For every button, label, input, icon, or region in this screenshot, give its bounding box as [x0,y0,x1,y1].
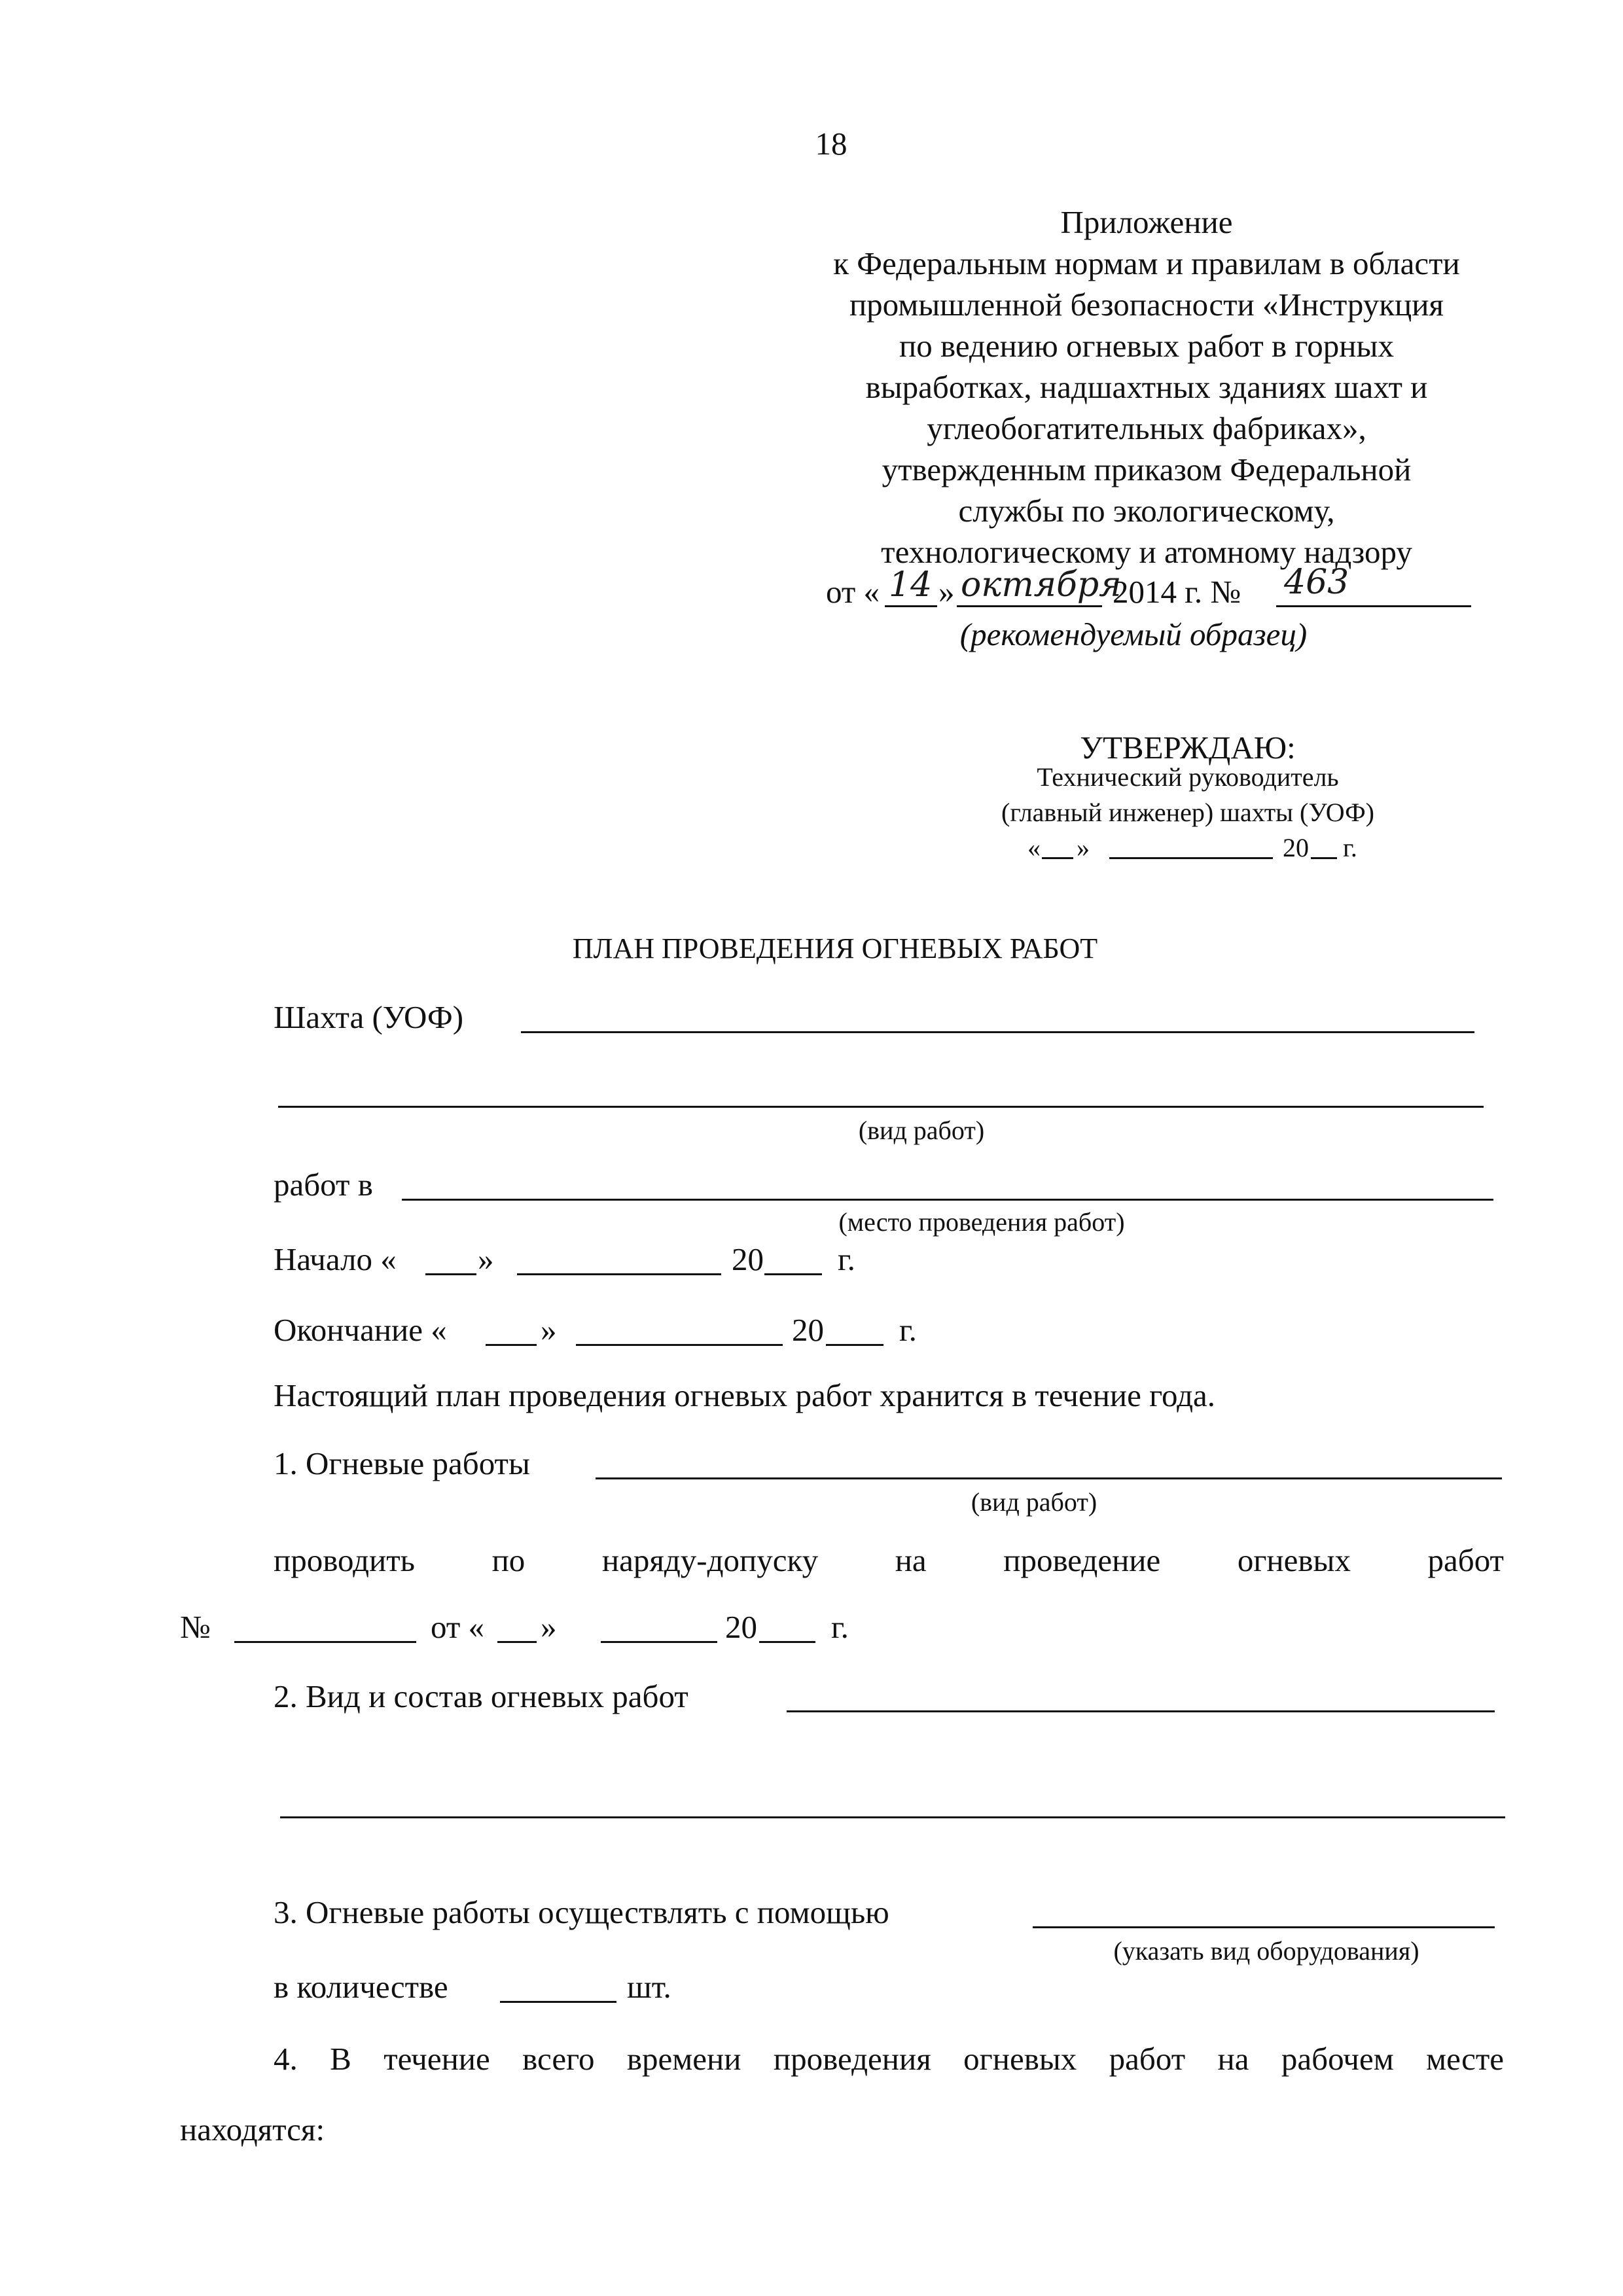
quantity-unit: шт. [627,1969,671,2005]
work-place-caption: (место проведения работ) [838,1207,1125,1237]
item1-word: по [491,1542,526,1578]
quantity-label: в количестве [274,1969,448,2005]
mine-label: Шахта (УОФ) [274,999,464,1035]
appendix-line: углеобогатительных фабриках», [927,410,1366,446]
end-month-field[interactable] [576,1344,783,1346]
permit-year-prefix: 20 [725,1609,757,1645]
permit-year-field[interactable] [759,1641,815,1643]
start-label: Начало « [274,1241,397,1277]
start-month-field[interactable] [517,1273,721,1275]
mine-field[interactable] [521,1031,1474,1033]
item1-label: 1. Огневые работы [274,1445,530,1481]
end-label: Окончание « [274,1312,447,1348]
start-quote-close: » [478,1241,494,1277]
start-year-field[interactable] [764,1273,822,1275]
item4-continuation: находятся: [180,2111,325,2147]
approval-year: 20 [1283,833,1309,862]
approval-year-blank [1311,857,1337,859]
sample-note: (рекомендуемый образец) [959,616,1308,652]
page-number: 18 [815,126,847,162]
work-type-field[interactable] [278,1106,1484,1108]
number-sign: № [180,1609,211,1645]
plan-heading: ПЛАН ПРОВЕДЕНИЯ ОГНЕВЫХ РАБОТ [572,932,1098,964]
start-year-prefix: 20 [732,1241,764,1277]
appendix-date-year: 2014 г. № [1113,574,1241,610]
appendix-line: службы по экологическому, [958,493,1335,529]
end-year-prefix: 20 [792,1312,824,1348]
approval-title: УТВЕРЖДАЮ: [1080,730,1296,766]
appendix-line: утвержденным приказом Федеральной [882,451,1412,487]
approval-month-blank [1109,857,1273,859]
approval-date-open: « [1027,833,1041,862]
handwritten-month: октября [961,565,1122,605]
permit-quote-close: » [541,1609,557,1645]
appendix-title: Приложение [1060,204,1233,240]
end-year-field[interactable] [826,1344,883,1346]
work-type-caption: (вид работ) [858,1116,985,1145]
item3-label: 3. Огневые работы осуществлять с помощью [274,1894,889,1930]
item1-continuation [274,1544,1504,1576]
appendix-line: к Федеральным нормам и правилам в области [833,245,1460,281]
approval-position-detail: (главный инженер) шахты (УОФ) [1001,798,1374,827]
item3-equipment-field[interactable] [1033,1926,1495,1928]
appendix-date-mid: » [938,574,955,610]
item1-word: наряду-допуску [601,1542,819,1578]
item2-field[interactable] [787,1710,1495,1712]
approval-day-blank [1042,857,1073,859]
item1-word: проведение [1003,1542,1161,1578]
item1-word: проводить [274,1542,416,1578]
month-underline [957,605,1102,607]
end-year-suffix: г. [899,1312,917,1348]
appendix-line: промышленной безопасности «Инструкция [849,287,1444,323]
permit-year-suffix: г. [831,1609,849,1645]
approval-year-suffix: г. [1343,833,1357,862]
quantity-field[interactable] [500,2001,616,2003]
start-year-suffix: г. [838,1241,855,1277]
end-quote-close: » [541,1312,557,1348]
number-underline [1276,605,1471,607]
appendix-date-prefix: от « [826,574,880,610]
item1-work-type-field[interactable] [596,1477,1502,1479]
appendix-line: выработках, надшахтных зданиях шахт и [865,369,1428,405]
approval-date-close: » [1077,833,1090,862]
work-place-field[interactable] [402,1199,1493,1201]
permit-number-field[interactable] [234,1641,416,1643]
end-day-field[interactable] [486,1344,537,1346]
approval-position: Технический руководитель [1037,762,1339,792]
storage-note: Настоящий план проведения огневых работ хранится в течение года. [274,1377,1216,1413]
item1-caption: (вид работ) [971,1487,1097,1517]
appendix-line: по ведению огневых работ в горных [899,328,1394,364]
permit-month-field[interactable] [601,1641,717,1643]
day-underline [885,605,937,607]
item4-text: 4. В течение всего времени проведения огневых работ на рабочем месте [274,2041,1504,2077]
start-day-field[interactable] [425,1273,476,1275]
item2-field-continued[interactable] [280,1816,1505,1818]
handwritten-day: 14 [889,565,933,605]
permit-from-label: от « [431,1609,485,1645]
item1-word: работ [1427,1542,1504,1578]
permit-day-field[interactable] [497,1641,537,1643]
item1-word: на [895,1542,927,1578]
item3-caption: (указать вид оборудования) [1113,1936,1419,1966]
appendix-line: технологическому и атомному надзору [881,534,1412,570]
item1-word: огневых [1237,1542,1351,1578]
item2-label: 2. Вид и состав огневых работ [274,1678,688,1714]
handwritten-number: 463 [1284,563,1349,602]
work-at-label: работ в [274,1167,373,1203]
